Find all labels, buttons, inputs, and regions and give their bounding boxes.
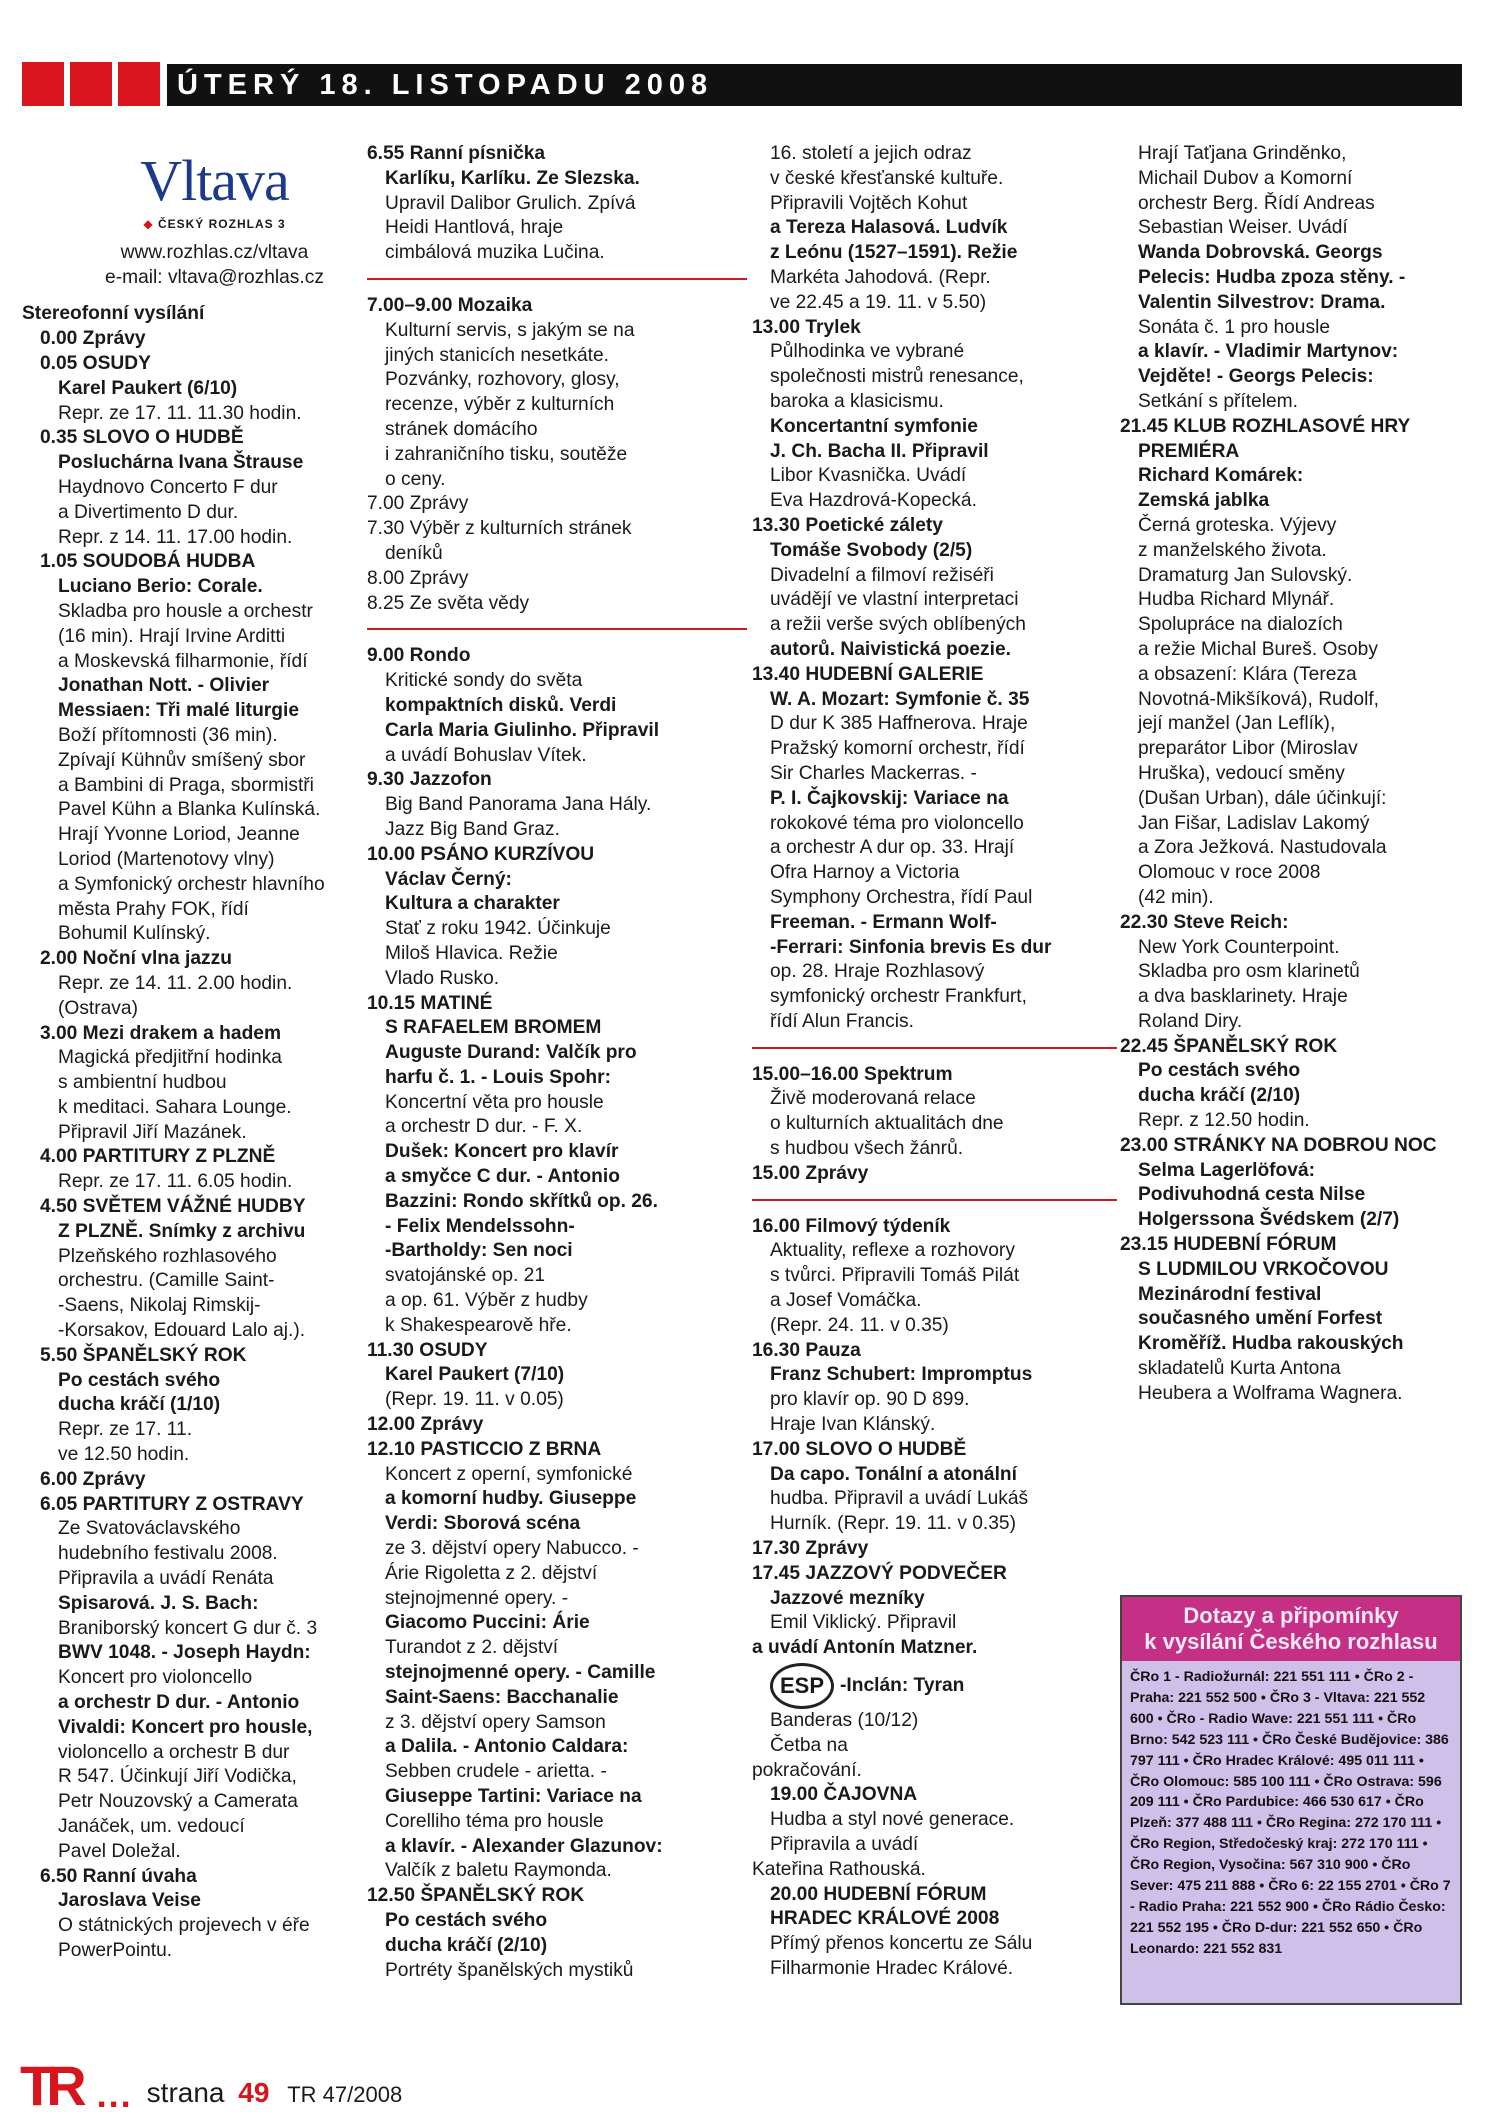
program-text-line: Upravil Dalibor Grulich. Zpívá (385, 192, 636, 214)
program-text-line: s hudbou všech žánrů. (770, 1138, 964, 1160)
program-text-line: 20.00 HUDEBNÍ FÓRUM (770, 1883, 987, 1905)
program-text-line: a dva basklarinety. Hraje (1138, 986, 1348, 1008)
program-text-line: Saint-Saens: Bacchanalie (385, 1686, 619, 1708)
program-text-line: D dur K 385 Haffnerova. Hraje (770, 713, 1028, 735)
program-text-line: R 547. Účinkují Jiří Vodička, (58, 1766, 297, 1788)
program-text-line: Repr. z 14. 11. 17.00 hodin. (58, 526, 293, 548)
program-text-line: Heubera a Wolframa Wagnera. (1138, 1382, 1403, 1404)
program-time-slot: 4.00 PARTITURY Z PLZNĚ (40, 1146, 276, 1168)
program-text-line: orchestru. (Camille Saint- (58, 1270, 275, 1292)
program-time-slot: 16.30 Pauza (752, 1339, 861, 1361)
program-time-slot: pokračování. (752, 1759, 862, 1781)
program-time-slot: 12.10 PASTICCIO Z BRNA (367, 1438, 602, 1460)
program-time-slot: 9.00 Rondo (367, 645, 471, 667)
column-2 (367, 142, 747, 1983)
program-text-line: Karel Paukert (7/10) (385, 1364, 565, 1386)
program-text-line: Sebben crudele - arietta. - (385, 1761, 607, 1783)
program-text-line: Braniborský koncert G dur č. 3 (58, 1617, 318, 1639)
program-text: -Inclán: Tyran (840, 1675, 965, 1697)
program-time-slot: Kateřina Rathouská. (752, 1858, 926, 1880)
email-address[interactable]: e-mail: vltava@rozhlas.cz (105, 266, 324, 288)
program-text-line: a Dalila. - Antonio Caldara: (385, 1736, 629, 1758)
program-text-line: z manželského života. (1138, 539, 1327, 561)
program-text-line: rokokové téma pro violoncello (770, 812, 1024, 834)
program-text-line: a smyčce C dur. - Antonio (385, 1166, 620, 1188)
program-text-line: stejnojmenné opery. - Camille (385, 1662, 656, 1684)
program-text-line: o ceny. (385, 468, 446, 490)
web-address[interactable]: www.rozhlas.cz/vltava (120, 241, 309, 263)
program-text-line: ve 12.50 hodin. (58, 1444, 190, 1466)
program-text-line: Corelliho téma pro housle (385, 1810, 604, 1832)
program-text-line: Hudba Richard Mlynář. (1138, 589, 1335, 611)
program-text-line: Jonathan Nott. - Olivier (58, 675, 270, 697)
program-text-line: a Symfonický orchestr hlavního (58, 873, 325, 895)
program-time-slot: 16.00 Filmový týdeník (752, 1215, 951, 1237)
program-time-slot: 10.00 PSÁNO KURZÍVOU (367, 843, 595, 865)
program-text-line: Posluchárna Ivana Štrause (58, 452, 304, 474)
page-info (147, 2078, 403, 2110)
program-text-line: i zahraničního tisku, soutěže (385, 443, 628, 465)
program-text-line: a režie Michal Bureš. Osoby (1138, 638, 1378, 660)
program-text-line: Franz Schubert: Impromptus (770, 1364, 1033, 1386)
program-time-slot: 6.50 Ranní úvaha (40, 1865, 197, 1887)
program-text-line: -Ferrari: Sinfonia brevis Es dur (770, 936, 1052, 958)
program-text-line: autorů. Naivistická poezie. (770, 638, 1011, 660)
section-separator (752, 1199, 1117, 1201)
program-time-slot: 7.00–9.00 Mozaika (367, 294, 533, 316)
program-text-line: hudba. Připravil a uvádí Lukáš (770, 1488, 1029, 1510)
program-text-line: a Tereza Halasová. Ludvík (770, 217, 1008, 239)
program-text-line: a orchestr D dur. - Antonio (58, 1692, 300, 1714)
program-text-line: Repr. ze 17. 11. 6.05 hodin. (58, 1171, 293, 1193)
program-text-line: Repr. ze 14. 11. 2.00 hodin. (58, 972, 293, 994)
program-text-line: Magická předjitřní hodinka (58, 1047, 282, 1069)
program-text-line: Filharmonie Hradec Králové. (770, 1957, 1014, 1979)
program-text-line: svatojánské op. 21 (385, 1265, 546, 1287)
program-text-line: J. Ch. Bacha II. Připravil (770, 440, 989, 462)
program-text-line: Messiaen: Tři malé liturgie (58, 700, 299, 722)
page-date-header: ÚTERÝ 18. LISTOPADU 2008 (167, 64, 1462, 106)
program-text-line: Holgerssona Švédskem (2/7) (1138, 1209, 1400, 1231)
program-text-line: Připravil Jiří Mazánek. (58, 1121, 247, 1143)
program-text-line: hudebního festivalu 2008. (58, 1543, 278, 1565)
header-square-2 (70, 62, 112, 106)
program-text-line: Po cestách svého (385, 1909, 548, 1931)
program-text-line: Petr Nouzovský a Camerata (58, 1791, 298, 1813)
program-time-slot: 12.00 Zprávy (367, 1414, 484, 1436)
program-text-line: o kulturních aktualitách dne (770, 1113, 1004, 1135)
program-time-slot: 17.30 Zprávy (752, 1538, 869, 1560)
program-time-slot: 3.00 Mezi drakem a hadem (40, 1022, 282, 1044)
program-text-line: orchestr Berg. Řídí Andreas (1138, 192, 1375, 214)
program-time-slot: Stereofonní vysílání (22, 303, 205, 325)
program-text-line: Jazz Big Band Graz. (385, 818, 560, 840)
program-time-slot: 22.30 Steve Reich: (1120, 911, 1289, 933)
program-text-line: -Bartholdy: Sen noci (385, 1240, 573, 1262)
program-time-slot: 17.00 SLOVO O HUDBĚ (752, 1438, 967, 1460)
header-square-1 (22, 62, 64, 106)
program-text-line: Pavel Doležal. (58, 1840, 181, 1862)
program-text-line: Repr. ze 17. 11. (58, 1419, 193, 1441)
program-text-line: Pelecis: Hudba zpoza stěny. - (1138, 266, 1406, 288)
vltava-logo-text: Vltava (140, 148, 289, 213)
program-text-line: Heidi Hantlová, hraje (385, 217, 564, 239)
program-text-line: cimbálová muzika Lučina. (385, 242, 605, 264)
program-time-slot: 5.50 ŠPANĚLSKÝ ROK (40, 1344, 247, 1366)
program-time-slot: 0.35 SLOVO O HUDBĚ (40, 427, 244, 449)
program-text-line: Tomáše Svobody (2/5) (770, 539, 973, 561)
program-text-line: a klavír. - Vladimir Martynov: (1138, 341, 1399, 363)
program-text-line: PREMIÉRA (1138, 440, 1240, 462)
program-time-slot: 7.30 Výběr z kulturních stránek (367, 518, 632, 540)
program-text-line: (Ostrava) (58, 997, 138, 1019)
program-text-line: a Divertimento D dur. (58, 501, 239, 523)
program-time-slot: 17.45 JAZZOVÝ PODVEČER (752, 1562, 1007, 1584)
program-text-line: Michail Dubov a Komorní (1138, 167, 1353, 189)
program-text-line: ve 22.45 a 19. 11. v 5.50) (770, 291, 987, 313)
program-time-slot: 12.50 ŠPANĚLSKÝ ROK (367, 1885, 585, 1907)
page-label: strana (146, 2077, 225, 2108)
program-time-slot: 11.30 OSUDY (367, 1339, 488, 1361)
program-text-line: -Korsakov, Edouard Lalo aj.). (58, 1320, 306, 1342)
program-text-line: její manžel (Jan Leflík), (1138, 713, 1336, 735)
program-text-line: Připravila a uvádí Renáta (58, 1568, 274, 1590)
program-text-line: Turandot z 2. dějství (385, 1637, 559, 1659)
contact-box-text: ČRo 1 - Radiožurnál: 221 551 111 • ČRo 2 - Praha: 221 552 500 • ČRo 3 - Vltava: 221 552 600 • ČRo - Radio Wave: 221 551 111 • ČRo Brno: 542 523 111 • ČRo České Budějovice: 386 797 111 • ČRo Hradec Králové: 495 011 111 • ČRo Olomouc: 585 100 111 • ČRo Ostrava: 596 209 111 • ČRo Pardubice: 466 530 617 • ČRo Plzeň: 377 488 111 • ČRo Regina: 272 170 111 • ČRo Region, Středočeský kraj: 272 170 111 • ČRo Region, Vysočina: 567 310 900 • ČRo Sever: 475 211 888 • ČRo 6: 22 155 2701 • ČRo 7 - Radio Praha: 221 552 900 • ČRo Rádio Česko: 221 552 195 • ČRo D-dur: 221 552 650 • ČRo Leonardo: 221 552 831 (1130, 1669, 1451, 1957)
program-text-line: Jazzové mezníky (770, 1587, 925, 1609)
program-text-line: recenze, výběr z kulturních (385, 394, 615, 416)
program-time-slot: 8.00 Zprávy (367, 567, 469, 589)
program-text-line: Hrají Taťjana Grinděnko, (1138, 143, 1347, 164)
program-time-slot: 8.25 Ze světa vědy (367, 592, 530, 614)
program-text-line: Luciano Berio: Corale. (58, 576, 263, 598)
program-text-line: současného umění Forfest (1138, 1308, 1383, 1330)
program-text-line: a orchestr A dur op. 33. Hrají (770, 837, 1015, 859)
program-text-line: Černá groteska. Výjevy (1138, 514, 1337, 536)
program-text-line: Po cestách svého (58, 1369, 221, 1391)
program-text-line: violoncello a orchestr B dur (58, 1741, 290, 1763)
program-text-line: Hudba a styl nové generace. (770, 1809, 1015, 1831)
program-text-line: Olomouc v roce 2008 (1138, 862, 1321, 884)
program-text-line: řídí Alun Francis. (770, 1010, 914, 1032)
program-text-line: 19.00 ČAJOVNA (770, 1784, 918, 1806)
program-text-line: Sonáta č. 1 pro housle (1138, 316, 1331, 338)
program-text-line: (Repr. 24. 11. v 0.35) (770, 1314, 949, 1336)
program-text-line: Eva Hazdrová-Kopecká. (770, 490, 977, 512)
program-text-line: Koncert z operní, symfonické (385, 1463, 633, 1485)
program-text-line: Repr. z 12.50 hodin. (1138, 1110, 1310, 1132)
program-text-line: Podivuhodná cesta Nilse (1138, 1184, 1366, 1206)
program-text-line: města Prahy FOK, řídí (58, 898, 249, 920)
program-text-line: a orchestr D dur. - F. X. (385, 1116, 583, 1138)
program-text-line: a Josef Vomáčka. (770, 1290, 922, 1312)
program-time-slot: 22.45 ŠPANĚLSKÝ ROK (1120, 1035, 1338, 1057)
program-text-line: Boží přítomnosti (36 min). (58, 724, 278, 746)
program-text-line: Bazzini: Rondo skřítků op. 26. (385, 1190, 658, 1212)
program-time-slot: 6.55 Ranní písnička (367, 143, 546, 164)
program-text-line: Wanda Dobrovská. Georgs (1138, 242, 1383, 264)
program-time-slot: 0.05 OSUDY (40, 352, 151, 374)
program-text-line: a Bambini di Praga, sbormistři (58, 774, 314, 796)
program-text-line: Jan Fišar, Ladislav Lakomý (1138, 812, 1370, 834)
program-text-line: baroka a klasicismu. (770, 390, 944, 412)
program-text-line: Kritické sondy do světa (385, 670, 583, 692)
program-text-line: Dramaturg Jan Sulovský. (1138, 564, 1353, 586)
rozhlas-swoosh-icon: ◆ (143, 217, 158, 231)
program-text-line: skladatelů Kurta Antona (1138, 1358, 1341, 1380)
program-text-line: Richard Komárek: (1138, 465, 1304, 487)
program-time-slot: 13.30 Poetické zálety (752, 514, 943, 536)
program-time-slot: 23.15 HUDEBNÍ FÓRUM (1120, 1234, 1337, 1256)
issue-number: TR 47/2008 (287, 2082, 403, 2107)
program-text-line: ducha kráčí (2/10) (385, 1934, 548, 1956)
program-text-line: s tvůrci. Připravili Tomáš Pilát (770, 1265, 1020, 1287)
program-text-line: Vivaldi: Koncert pro housle, (58, 1716, 313, 1738)
contact-box-title (1122, 1597, 1460, 1661)
program-text-line: a Zora Ježková. Nastudovala (1138, 837, 1387, 859)
program-text-line: Zemská jablka (1138, 490, 1270, 512)
program-text-line: a uvádí Bohuslav Vítek. (385, 744, 587, 766)
program-time-slot: 4.50 SVĚTEM VÁŽNÉ HUDBY (40, 1196, 306, 1218)
program-text-line: O státnických projevech v éře (58, 1915, 310, 1937)
program-text-line: Selma Lagerlöfová: (1138, 1159, 1316, 1181)
header-square-3 (118, 62, 160, 106)
program-text-line: PowerPointu. (58, 1939, 173, 1961)
program-text-line: Sir Charles Mackerras. - (770, 762, 977, 784)
program-time-slot: 2.00 Noční vlna jazzu (40, 948, 232, 970)
program-text-line: pro klavír op. 90 D 899. (770, 1389, 970, 1411)
program-text-line: Verdi: Sborová scéna (385, 1513, 581, 1535)
program-text-line: Četba na (770, 1734, 848, 1756)
program-text-line: Emil Viklický. Připravil (770, 1612, 957, 1634)
vltava-logo (22, 150, 367, 237)
program-time-slot: 1.05 SOUDOBÁ HUDBA (40, 551, 256, 573)
program-time-slot: 6.00 Zprávy (40, 1468, 146, 1490)
program-text-line: Dušek: Koncert pro klavír (385, 1141, 619, 1163)
program-text-line: Spolupráce na dialozích (1138, 614, 1343, 636)
contact-box-title-line-2: k vysílání Českého rozhlasu (1144, 1629, 1438, 1654)
program-text-line: Skladba pro housle a orchestr (58, 600, 313, 622)
program-text-line: P. I. Čajkovskij: Variace na (770, 787, 1009, 809)
column-4 (1120, 142, 1465, 1407)
section-separator (367, 628, 747, 630)
program-text-line: Bohumil Kulínský. (58, 923, 211, 945)
tr-logo: TR (20, 2054, 79, 2117)
program-text-line: (16 min). Hrají Irvine Arditti (58, 625, 286, 647)
program-text-line: kompaktních disků. Verdi (385, 694, 617, 716)
program-text-line: Půlhodinka ve vybrané (770, 341, 965, 363)
program-time-slot: a uvádí Antonín Matzner. (752, 1637, 978, 1659)
program-text-line: Spisarová. J. S. Bach: (58, 1592, 259, 1614)
program-text-line: Big Band Panorama Jana Hály. (385, 794, 652, 816)
program-text-line: Připravila a uvádí (770, 1834, 919, 1855)
program-text-line: symfonický orchestr Frankfurt, (770, 986, 1027, 1008)
program-time-slot: 15.00 Zprávy (752, 1162, 869, 1184)
program-text-line: Koncert pro violoncello (58, 1667, 253, 1689)
program-text-line: Václav Černý: (385, 868, 512, 890)
program-text-line: Janáček, um. vedoucí (58, 1816, 245, 1837)
program-text-line: Vlado Rusko. (385, 967, 500, 989)
program-time-slot: 23.00 STRÁNKY NA DOBROU NOC (1120, 1134, 1437, 1156)
program-text-line: Aktuality, reflexe a rozhovory (770, 1240, 1015, 1262)
program-text-line: harfu č. 1. - Louis Spohr: (385, 1066, 611, 1088)
program-time-slot: 10.15 MATINÉ (367, 992, 493, 1014)
program-text-line: Markéta Jahodová. (Repr. (770, 266, 991, 288)
program-text-line: 16. století a jejich odraz (770, 143, 972, 164)
program-time-slot: 9.30 Jazzofon (367, 769, 492, 791)
program-text-line: Hraje Ivan Klánský. (770, 1414, 936, 1436)
program-text-line: Přímý přenos koncertu ze Sálu (770, 1933, 1033, 1955)
program-text-line: Carla Maria Giulinho. Připravil (385, 719, 660, 741)
program-text-line: Valentin Silvestrov: Drama. (1138, 291, 1386, 313)
program-text-line: Da capo. Tonální a atonální (770, 1463, 1017, 1485)
program-text-line: Po cestách svého (1138, 1060, 1301, 1082)
program-text-line: Koncertantní symfonie (770, 415, 978, 437)
program-text-line: z Leónu (1527–1591). Režie (770, 242, 1018, 264)
column-3 (752, 142, 1117, 1982)
program-text-line: Symphony Orchestra, řídí Paul (770, 886, 1033, 908)
program-text-line: Miloš Hlavica. Režie (385, 942, 558, 964)
program-time-slot: 13.40 HUDEBNÍ GALERIE (752, 663, 984, 685)
program-text-line: Giacomo Puccini: Árie (385, 1612, 590, 1634)
program-text-line: ducha kráčí (2/10) (1138, 1085, 1301, 1107)
program-text-line: Giuseppe Tartini: Variace na (385, 1786, 642, 1807)
program-text-line: Haydnovo Concerto F dur (58, 476, 278, 498)
program-text-line: - Felix Mendelssohn- (385, 1215, 575, 1237)
program-text-line: Jaroslava Veise (58, 1890, 201, 1912)
esp-badge-icon: ESP (770, 1663, 834, 1709)
program-text-line: Banderas (10/12) (770, 1710, 919, 1732)
program-text-line: Skladba pro osm klarinetů (1138, 961, 1360, 983)
program-text-line: a op. 61. Výběr z hudby (385, 1290, 588, 1312)
program-text-line: uvádějí ve vlastní interpretaci (770, 589, 1019, 611)
page-number: 49 (238, 2077, 270, 2108)
program-text-line: Hrají Yvonne Loriod, Jeanne (58, 824, 300, 846)
program-text-line: Karel Paukert (6/10) (58, 377, 238, 399)
program-text-line: (Dušan Urban), dále účinkují: (1138, 787, 1387, 809)
program-text-line: (42 min). (1138, 886, 1214, 908)
program-text-line (752, 1663, 1117, 1709)
program-text-line: S RAFAELEM BROMEM (385, 1017, 602, 1039)
program-text-line: Roland Diry. (1138, 1010, 1243, 1032)
program-text-line: z 3. dějství opery Samson (385, 1711, 606, 1733)
program-text-line: Ofra Harnoy a Victoria (770, 862, 960, 884)
program-text-line: stránek domácího (385, 418, 538, 440)
program-text-line: Pražský komorní orchestr, řídí (770, 738, 1025, 760)
program-text-line: Kulturní servis, s jakým se na (385, 319, 635, 341)
program-text-line: Setkání s přítelem. (1138, 390, 1298, 412)
section-separator (752, 1047, 1117, 1049)
program-text-line: Zpívají Kühnův smíšený sbor (58, 749, 306, 771)
program-text-line: Kroměříž. Hudba rakouských (1138, 1333, 1404, 1355)
program-text-line: Novotná-Mikšíková), Rudolf, (1138, 688, 1379, 710)
program-text-line: ze 3. dějství opery Nabucco. - (385, 1538, 639, 1560)
program-text-line: k meditaci. Sahara Lounge. (58, 1096, 292, 1118)
program-text-line: a Moskevská filharmonie, řídí (58, 650, 308, 672)
cesky-rozhlas-label (62, 212, 367, 237)
program-text-line: W. A. Mozart: Symfonie č. 35 (770, 688, 1030, 710)
program-time-slot: 21.45 KLUB ROZHLASOVÉ HRY (1120, 415, 1411, 437)
program-text-line: Stať z roku 1942. Účinkuje (385, 918, 611, 940)
program-text-line: Divadelní a filmoví režiséři (770, 564, 994, 586)
program-text-line: Pozvánky, rozhovory, glosy, (385, 369, 620, 391)
program-text-line: Loriod (Martenotovy vlny) (58, 848, 275, 870)
program-text-line: a obsazení: Klára (Tereza (1138, 663, 1357, 685)
program-text-line: Z PLZNĚ. Snímky z archivu (58, 1220, 306, 1242)
program-time-slot: 15.00–16.00 Spektrum (752, 1063, 953, 1085)
program-text-line: S LUDMILOU VRKOČOVOU (1138, 1258, 1389, 1280)
contact-box-title-line-1: Dotazy a připomínky (1183, 1603, 1399, 1628)
column-1 (22, 150, 367, 1964)
program-text-line: s ambientní hudbou (58, 1072, 227, 1094)
program-text-line: Hruška), vedoucí směny (1138, 762, 1345, 784)
program-text-line: BWV 1048. - Joseph Haydn: (58, 1642, 311, 1664)
program-text-line: společnosti mistrů renesance, (770, 366, 1024, 388)
program-text-line: Hurník. (Repr. 19. 11. v 0.35) (770, 1513, 1016, 1535)
program-text-line: HRADEC KRÁLOVÉ 2008 (770, 1908, 1000, 1930)
program-text-line: Plzeňského rozhlasového (58, 1245, 277, 1267)
program-text-line: preparátor Libor (Miroslav (1138, 738, 1358, 760)
cesky-rozhlas-text: ČESKÝ ROZHLAS 3 (157, 217, 286, 231)
program-text-line: (Repr. 19. 11. v 0.05) (385, 1389, 564, 1411)
program-text-line: a klavír. - Alexander Glazunov: (385, 1835, 663, 1857)
program-text-line: Portréty španělských mystiků (385, 1959, 634, 1981)
program-time-slot: 13.00 Trylek (752, 316, 861, 338)
program-text-line: jiných stanicích nesetkáte. (385, 344, 609, 366)
program-text-line: Karlíku, Karlíku. Ze Slezska. (385, 167, 640, 189)
program-text-line: v české křesťanské kultuře. (770, 167, 1004, 189)
section-separator (367, 278, 747, 280)
program-time-slot: 6.05 PARTITURY Z OSTRAVY (40, 1493, 304, 1515)
program-time-slot: 0.00 Zprávy (40, 328, 146, 350)
program-text-line: Vejděte! - Georgs Pelecis: (1138, 366, 1374, 388)
program-text-line: deníků (385, 542, 443, 564)
program-text-line: a komorní hudby. Giuseppe (385, 1488, 637, 1510)
program-text-line: Árie Rigoletta z 2. dějství (385, 1562, 598, 1584)
program-text-line: Koncertní věta pro housle (385, 1091, 604, 1113)
program-text-line: Valčík z baletu Raymonda. (385, 1860, 612, 1882)
program-text-line: Pavel Kühn a Blanka Kulínská. (58, 799, 321, 821)
program-text-line: Auguste Durand: Valčík pro (385, 1042, 637, 1064)
program-text-line: Freeman. - Ermann Wolf- (770, 911, 997, 933)
program-text-line: k Shakespearově hře. (385, 1314, 572, 1336)
program-text-line: -Saens, Nikolaj Rimskij- (58, 1295, 261, 1317)
contact-box (1120, 1595, 1462, 2005)
footer-dots: ... (96, 2074, 133, 2115)
program-text-line: Repr. ze 17. 11. 11.30 hodin. (58, 402, 302, 424)
program-text-line: Kultura a charakter (385, 893, 560, 915)
program-text-line: Ze Svatováclavského (58, 1518, 241, 1540)
program-text-line: op. 28. Hraje Rozhlasový (770, 961, 985, 983)
program-text-line: stejnojmenné opery. - (385, 1587, 569, 1609)
program-text-line: ducha kráčí (1/10) (58, 1394, 221, 1416)
program-time-slot: 7.00 Zprávy (367, 493, 469, 515)
program-text-line: New York Counterpoint. (1138, 936, 1340, 958)
program-text-line: Živě moderovaná relace (770, 1088, 976, 1110)
page-footer (20, 2054, 403, 2117)
program-text-line: Sebastian Weiser. Uvádí (1138, 217, 1348, 239)
program-text-line: Libor Kvasnička. Uvádí (770, 465, 967, 487)
program-text-line: a režii verše svých oblíbených (770, 614, 1026, 636)
program-text-line: Mezinárodní festival (1138, 1283, 1322, 1305)
program-text-line: Připravili Vojtěch Kohut (770, 192, 968, 214)
